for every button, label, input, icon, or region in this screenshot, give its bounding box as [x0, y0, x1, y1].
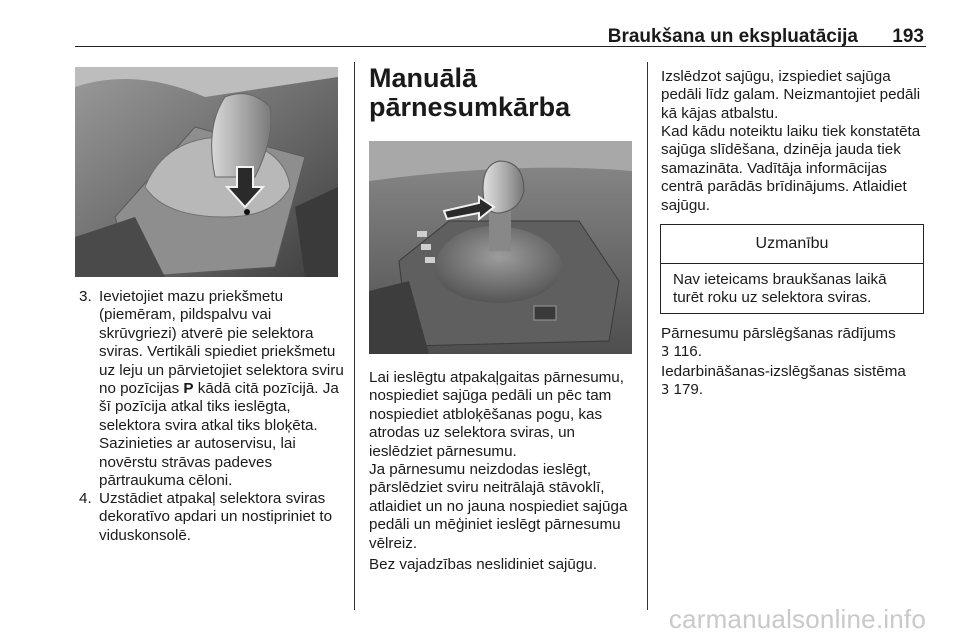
paragraph: Kad kādu noteiktu laiku tiek konstatēta sajūga slīdēšana, dzinēja jauda tiek samazināta. Vadītāja informācijas centrā parādās brīdinājums. Atlaidiet sajūgu.	[661, 123, 921, 214]
paragraph: Lai ieslēgtu atpakaļgaitas pārnesumu, nospiediet sajūga pedāli un pēc tam nospiediet atbloķēšanas pogu, kas atrodas uz selektora sviras, un ieslēdziet pārnesumu.	[369, 369, 624, 460]
paragraph: Ja pārnesumu neizdodas ieslēgt, pārslēdziet sviru neitrālajā stāvoklī, atlaidiet un no jauna nospiediet sajūga pedāli un mēģiniet ieslēgt pārnesumu vēlreiz.	[369, 461, 628, 552]
page-number: 193	[892, 26, 924, 47]
step-text	[99, 288, 351, 490]
step-text-part: kādā citā pozīcijā. Ja šī pozīcija atkal tiks ieslēgta, selektora svira atkal tiks bloķēta. Sazinieties ar autoservisu, lai novērstu strāvas padeves pārtraukuma cēloni.	[99, 380, 339, 490]
gear-position-p: P	[183, 380, 194, 398]
reference-page: 179.	[669, 381, 704, 399]
running-title: Braukšana un ekspluatācija	[607, 26, 858, 47]
cross-reference	[661, 325, 925, 363]
selector-lever-photo	[75, 67, 338, 277]
watermark: carmanualsonline.info	[668, 604, 926, 634]
column-divider	[647, 62, 648, 610]
page-header	[75, 22, 926, 47]
selector-lever-illustration	[75, 67, 338, 277]
step-text: Uzstādiet atpakaļ selektora sviras dekoratīvo apdari un nostipriniet to viduskonsolē.	[99, 490, 333, 544]
paragraph: Bez vajadzības neslidiniet sajūgu.	[369, 556, 597, 573]
reference-page: 116.	[669, 343, 702, 361]
caution-heading: Uzmanību	[661, 225, 923, 264]
manual-gearbox-illustration	[369, 141, 632, 354]
step-text-part: Ievietojiet mazu priekšmetu (piemēram, pildspalvu vai skrūvgriezi) atverē pie selektora sviras. Vertikāli spiediet priekšmetu uz leju un pārvietojiet selektora sviru no pozīcijas	[99, 288, 344, 398]
page-arrow-icon: 3	[661, 383, 670, 399]
caution-text: Nav ieteicams braukšanas laikā turēt roku uz selektora sviras.	[673, 271, 887, 307]
caution-box	[660, 224, 924, 314]
reference-text: Pārnesumu pārslēgšanas rādījums	[661, 325, 896, 342]
page-arrow-icon: 3	[661, 345, 670, 361]
paragraph: Izslēdzot sajūgu, izspiediet sajūga pedāli līdz galam. Neizmantojiet pedāli kā kājas atbalstu.	[661, 68, 921, 122]
step-number: 4.	[79, 490, 92, 507]
reference-text: Iedarbināšanas-izslēgšanas sistēma	[661, 363, 906, 380]
step-number: 3.	[79, 288, 92, 305]
manual-gearbox-photo	[369, 141, 632, 354]
section-heading: Manuālā pārnesumkārba	[369, 63, 571, 122]
column-divider	[354, 62, 355, 610]
cross-reference	[661, 363, 925, 401]
